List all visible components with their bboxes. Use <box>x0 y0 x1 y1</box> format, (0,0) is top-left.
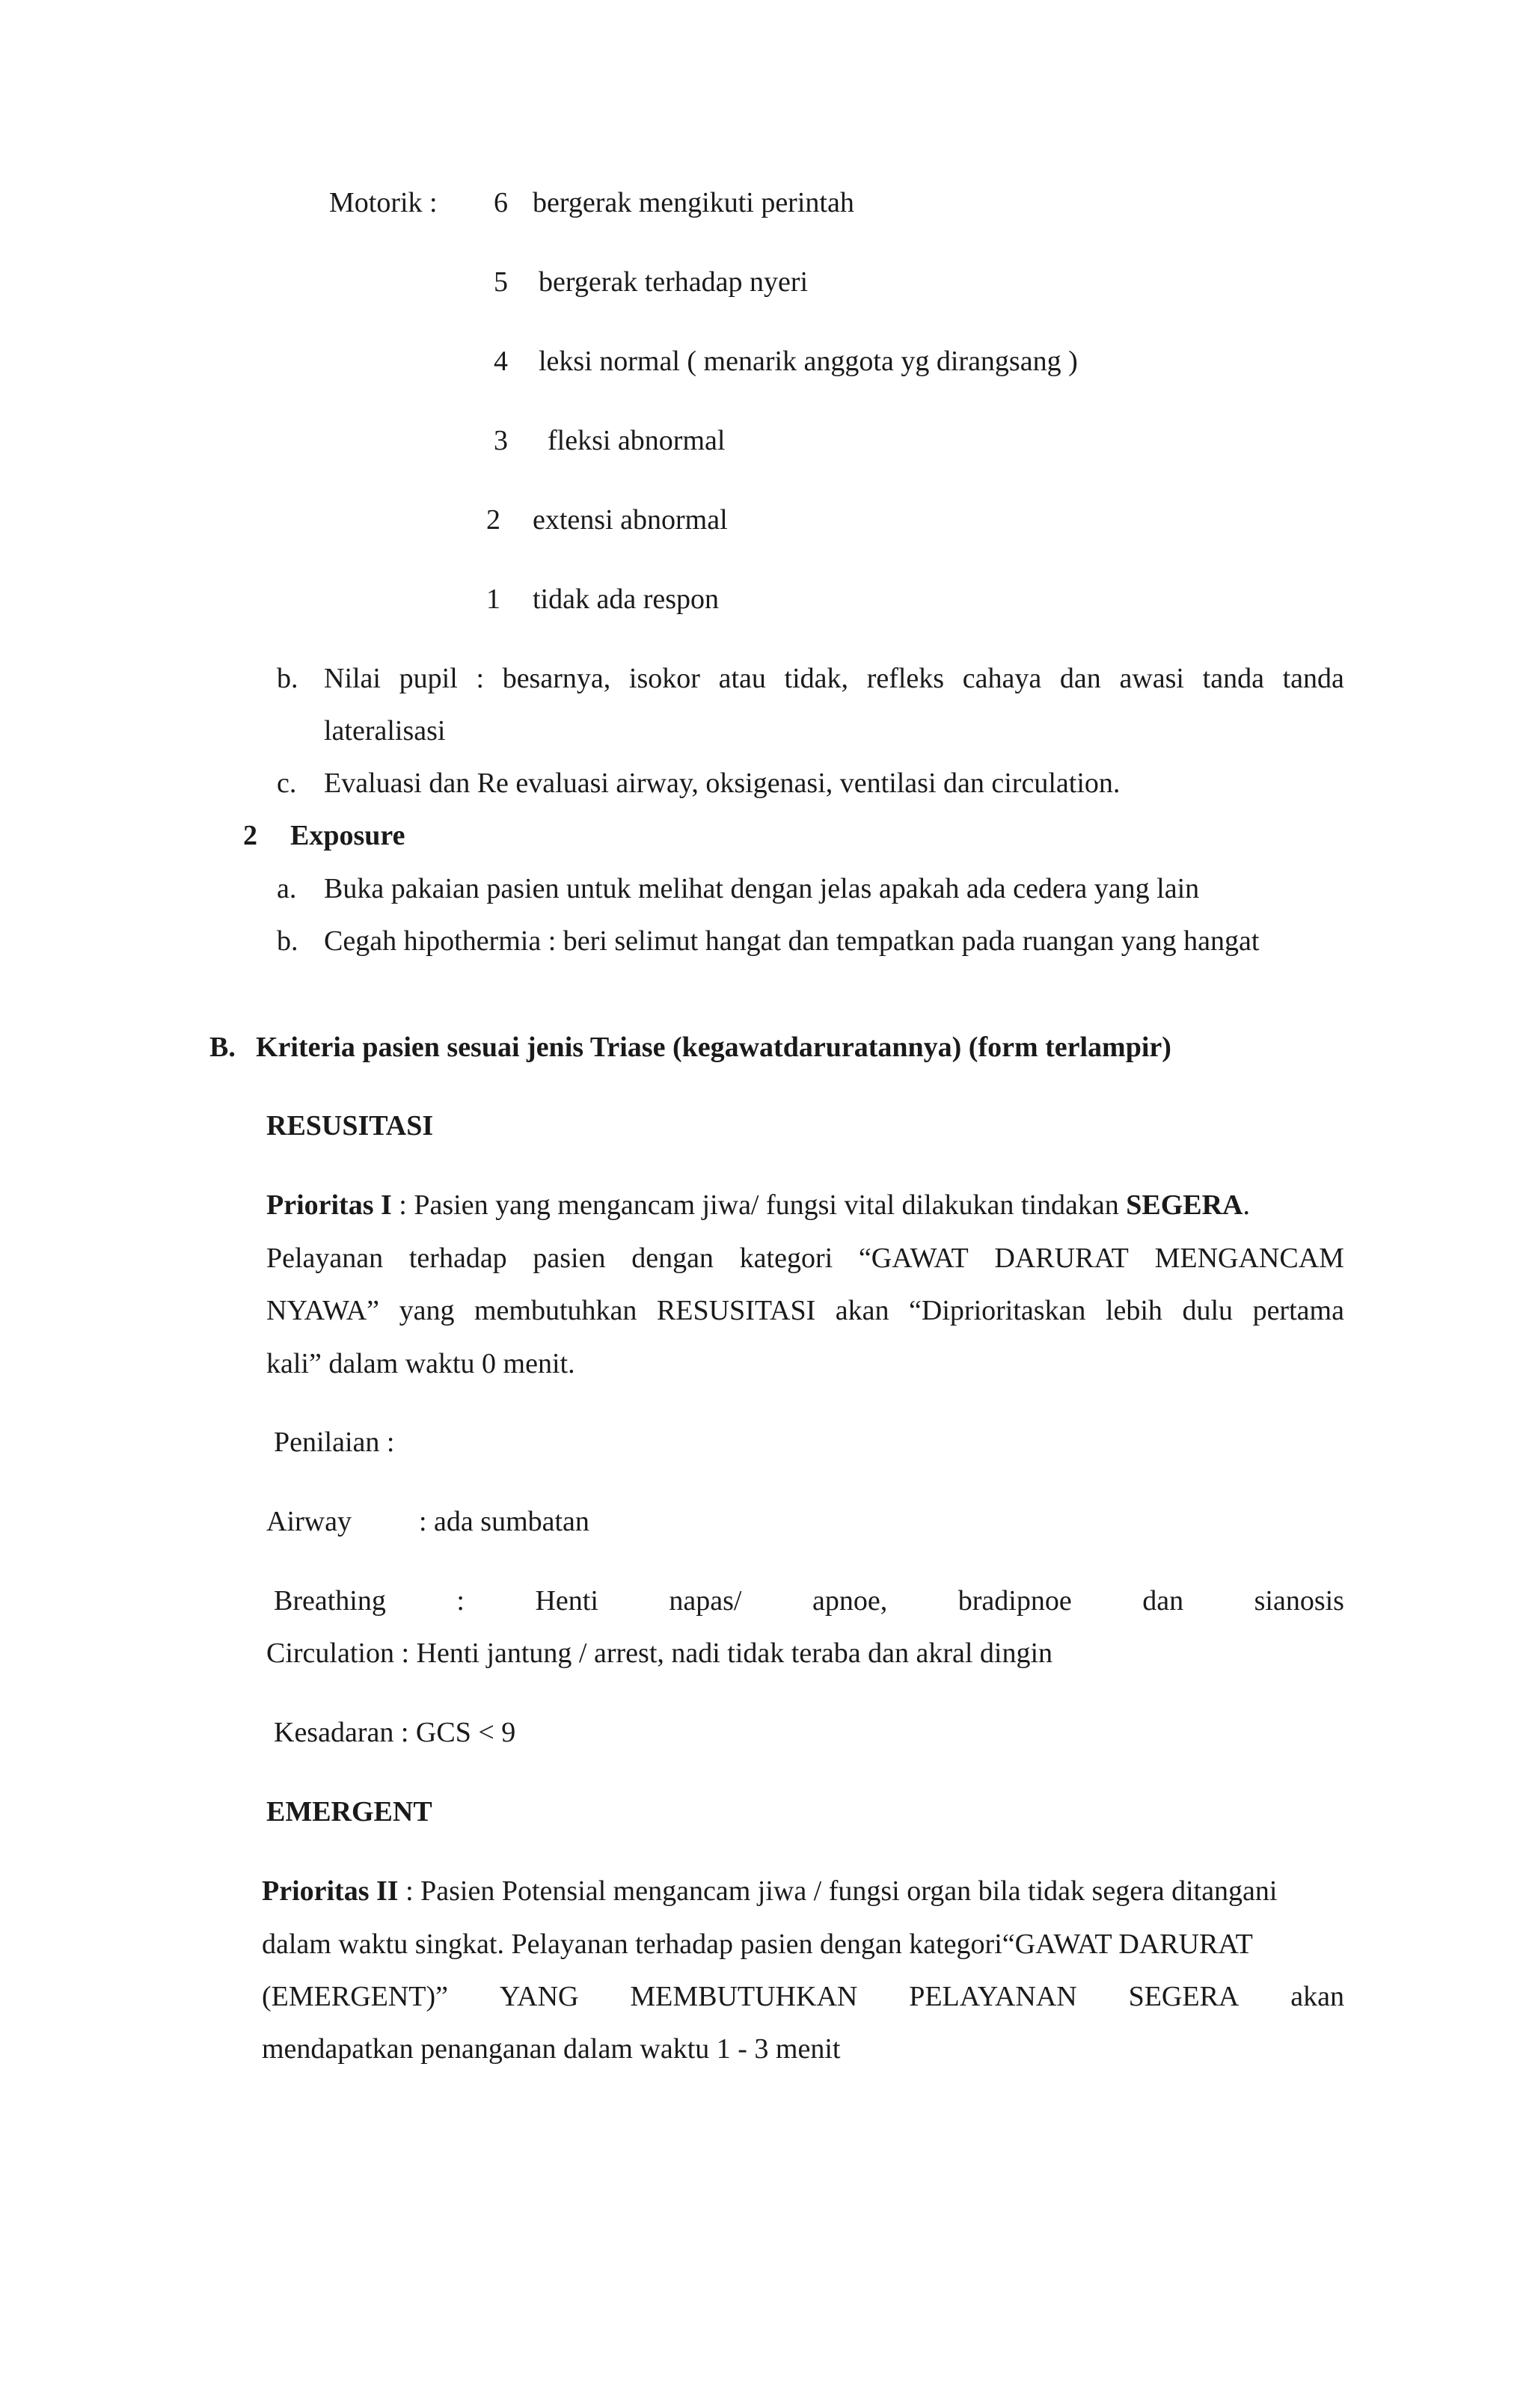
motorik-text: bergerak mengikuti perintah <box>533 187 854 218</box>
penilaian-label: Penilaian : <box>274 1427 395 1458</box>
section-title: Kriteria pasien sesuai jenis Triase (kegawatdaruratannya) (form terlampir) <box>256 1032 1171 1063</box>
breathing-line: Breathing : Henti napas/ apnoe, bradipnoe dan sianosis <box>274 1585 1344 1617</box>
motorik-text: leksi normal ( menarik anggota yg dirangsang ) <box>539 346 1078 377</box>
motorik-score: 5 <box>494 266 508 298</box>
motorik-text: extensi abnormal <box>533 504 728 536</box>
emergent-line-4: mendapatkan penanganan dalam waktu 1 - 3 menit <box>262 2033 841 2065</box>
list-marker: a. <box>277 873 297 904</box>
motorik-score: 1 <box>486 583 500 615</box>
resusitasi-heading: RESUSITASI <box>266 1110 434 1142</box>
section-marker: B. <box>209 1032 236 1063</box>
motorik-score: 4 <box>494 346 508 377</box>
emergent-line-3: (EMERGENT)” YANG MEMBUTUHKAN PELAYANAN SEGERA akan <box>262 1981 1344 2012</box>
resusitasi-line-4: kali” dalam waktu 0 menit. <box>266 1348 575 1379</box>
exposure-item: Cegah hipothermia : beri selimut hangat dan tempatkan pada ruangan yang hangat <box>324 925 1260 957</box>
evaluasi-text: Evaluasi dan Re evaluasi airway, oksigenasi, ventilasi dan circulation. <box>324 768 1121 799</box>
motorik-score: 2 <box>486 504 500 536</box>
list-marker: c. <box>277 768 297 799</box>
emergent-priority-line: Prioritas II : Pasien Potensial mengancam jiwa / fungsi organ bila tidak segera ditangani <box>262 1875 1278 1907</box>
circulation-line: Circulation : Henti jantung / arrest, nadi tidak teraba dan akral dingin <box>266 1637 1053 1669</box>
list-marker: b. <box>277 663 298 694</box>
resusitasi-line-2: Pelayanan terhadap pasien dengan kategori “GAWAT DARURAT MENGANCAM <box>266 1243 1344 1274</box>
pupil-line-2: lateralisasi <box>324 715 446 747</box>
motorik-text: tidak ada respon <box>533 583 720 615</box>
resusitasi-line-3: NYAWA” yang membutuhkan RESUSITASI akan “Diprioritaskan lebih dulu pertama <box>266 1295 1344 1326</box>
exposure-number: 2 <box>243 820 257 851</box>
motorik-text: fleksi abnormal <box>548 425 726 456</box>
motorik-score: 3 <box>494 425 508 456</box>
motorik-label: Motorik : <box>329 187 438 218</box>
resusitasi-priority-line: Prioritas I : Pasien yang mengancam jiwa/ fungsi vital dilakukan tindakan SEGERA. <box>266 1189 1251 1221</box>
exposure-item: Buka pakaian pasien untuk melihat dengan jelas apakah ada cedera yang lain <box>324 873 1200 904</box>
emergent-heading: EMERGENT <box>266 1796 432 1828</box>
pupil-line: Nilai pupil : besarnya, isokor atau tidak, refleks cahaya dan awasi tanda tanda <box>324 663 1344 694</box>
exposure-title: Exposure <box>290 820 405 851</box>
kesadaran-line: Kesadaran : GCS < 9 <box>274 1717 516 1748</box>
airway-value: : ada sumbatan <box>419 1506 589 1537</box>
motorik-text: bergerak terhadap nyeri <box>539 266 809 298</box>
emergent-line-2: dalam waktu singkat. Pelayanan terhadap pasien dengan kategori“GAWAT DARURAT <box>262 1928 1253 1960</box>
airway-label: Airway <box>266 1506 352 1537</box>
list-marker: b. <box>277 925 298 957</box>
motorik-score: 6 <box>494 187 508 218</box>
